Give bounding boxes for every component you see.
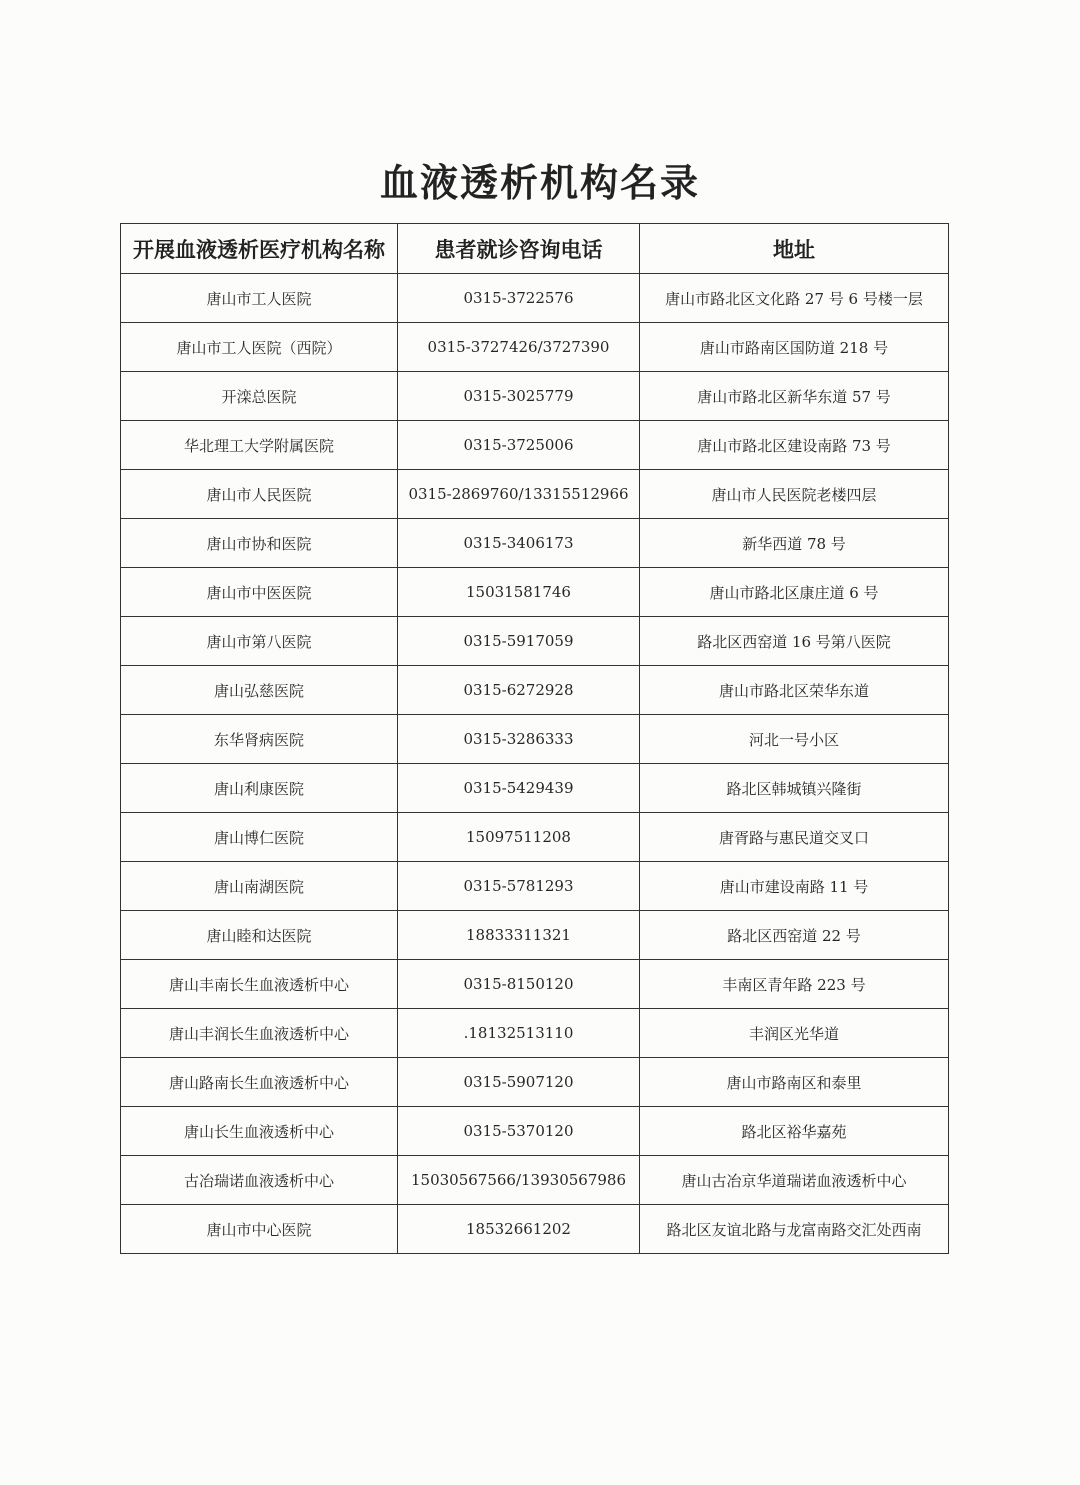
institution-name-cell: 唐山长生血液透析中心 bbox=[121, 1107, 398, 1156]
address-cell: 路北区友谊北路与龙富南路交汇处西南 bbox=[640, 1205, 949, 1254]
address-cell: 唐山市路北区新华东道 57 号 bbox=[640, 372, 949, 421]
phone-cell: 0315-3725006 bbox=[398, 421, 640, 470]
table-row bbox=[121, 960, 949, 1009]
header-phone: 患者就诊咨询电话 bbox=[398, 224, 640, 274]
header-address: 地址 bbox=[640, 224, 949, 274]
address-cell: 唐山市人民医院老楼四层 bbox=[640, 470, 949, 519]
phone-cell: 0315-3286333 bbox=[398, 715, 640, 764]
table-row bbox=[121, 519, 949, 568]
institution-name-cell: 古冶瑞诺血液透析中心 bbox=[121, 1156, 398, 1205]
page-title: 血液透析机构名录 bbox=[379, 160, 700, 205]
address-cell: 河北一号小区 bbox=[640, 715, 949, 764]
phone-cell: 0315-8150120 bbox=[398, 960, 640, 1009]
phone-cell: 18833311321 bbox=[398, 911, 640, 960]
address-cell: 唐山市路北区文化路 27 号 6 号楼一层 bbox=[640, 274, 949, 323]
institution-name-cell: 开滦总医院 bbox=[121, 372, 398, 421]
institution-name-cell: 华北理工大学附属医院 bbox=[121, 421, 398, 470]
table-row bbox=[121, 1009, 949, 1058]
phone-cell: 0315-5429439 bbox=[398, 764, 640, 813]
institution-name-cell: 唐山市第八医院 bbox=[121, 617, 398, 666]
institution-name-cell: 唐山市人民医院 bbox=[121, 470, 398, 519]
phone-cell: 0315-5907120 bbox=[398, 1058, 640, 1107]
institution-name-cell: 唐山丰南长生血液透析中心 bbox=[121, 960, 398, 1009]
phone-cell: 0315-3025779 bbox=[398, 372, 640, 421]
table-row bbox=[121, 1107, 949, 1156]
address-cell: 路北区西窑道 16 号第八医院 bbox=[640, 617, 949, 666]
address-cell: 新华西道 78 号 bbox=[640, 519, 949, 568]
table-row bbox=[121, 862, 949, 911]
table-row bbox=[121, 421, 949, 470]
institution-name-cell: 唐山南湖医院 bbox=[121, 862, 398, 911]
phone-cell: 0315-5781293 bbox=[398, 862, 640, 911]
table-row bbox=[121, 715, 949, 764]
institution-name-cell: 唐山市中心医院 bbox=[121, 1205, 398, 1254]
institution-name-cell: 唐山丰润长生血液透析中心 bbox=[121, 1009, 398, 1058]
table-row bbox=[121, 372, 949, 421]
phone-cell: 15031581746 bbox=[398, 568, 640, 617]
institution-name-cell: 东华肾病医院 bbox=[121, 715, 398, 764]
address-cell: 丰润区光华道 bbox=[640, 1009, 949, 1058]
institution-name-cell: 唐山市协和医院 bbox=[121, 519, 398, 568]
phone-cell: 15097511208 bbox=[398, 813, 640, 862]
table-row bbox=[121, 1205, 949, 1254]
institution-name-cell: 唐山博仁医院 bbox=[121, 813, 398, 862]
table-row bbox=[121, 617, 949, 666]
table-row bbox=[121, 568, 949, 617]
institution-name-cell: 唐山利康医院 bbox=[121, 764, 398, 813]
phone-cell: 0315-3722576 bbox=[398, 274, 640, 323]
table-header-row bbox=[121, 224, 949, 274]
institution-name-cell: 唐山睦和达医院 bbox=[121, 911, 398, 960]
phone-cell: 0315-5370120 bbox=[398, 1107, 640, 1156]
table-row bbox=[121, 813, 949, 862]
table-row bbox=[121, 666, 949, 715]
institution-name-cell: 唐山弘慈医院 bbox=[121, 666, 398, 715]
table-body bbox=[121, 274, 949, 1254]
table-row bbox=[121, 1058, 949, 1107]
address-cell: 唐山市路北区荣华东道 bbox=[640, 666, 949, 715]
address-cell: 唐山市路南区国防道 218 号 bbox=[640, 323, 949, 372]
institution-name-cell: 唐山市中医医院 bbox=[121, 568, 398, 617]
address-cell: 唐山市建设南路 11 号 bbox=[640, 862, 949, 911]
address-cell: 路北区西窑道 22 号 bbox=[640, 911, 949, 960]
phone-cell: 18532661202 bbox=[398, 1205, 640, 1254]
table-row bbox=[121, 911, 949, 960]
phone-cell: 15030567566/13930567986 bbox=[398, 1156, 640, 1205]
institution-name-cell: 唐山市工人医院 bbox=[121, 274, 398, 323]
phone-cell: 0315-3727426/3727390 bbox=[398, 323, 640, 372]
address-cell: 唐胥路与惠民道交叉口 bbox=[640, 813, 949, 862]
address-cell: 唐山市路北区建设南路 73 号 bbox=[640, 421, 949, 470]
phone-cell: 0315-3406173 bbox=[398, 519, 640, 568]
address-cell: 唐山市路北区康庄道 6 号 bbox=[640, 568, 949, 617]
table-row bbox=[121, 764, 949, 813]
institution-name-cell: 唐山市工人医院（西院） bbox=[121, 323, 398, 372]
address-cell: 唐山古冶京华道瑞诺血液透析中心 bbox=[640, 1156, 949, 1205]
phone-cell: .18132513110 bbox=[398, 1009, 640, 1058]
phone-cell: 0315-2869760/13315512966 bbox=[398, 470, 640, 519]
address-cell: 路北区韩城镇兴隆街 bbox=[640, 764, 949, 813]
table-row bbox=[121, 323, 949, 372]
institution-name-cell: 唐山路南长生血液透析中心 bbox=[121, 1058, 398, 1107]
phone-cell: 0315-5917059 bbox=[398, 617, 640, 666]
table-row bbox=[121, 274, 949, 323]
table-row bbox=[121, 470, 949, 519]
address-cell: 唐山市路南区和泰里 bbox=[640, 1058, 949, 1107]
phone-cell: 0315-6272928 bbox=[398, 666, 640, 715]
address-cell: 丰南区青年路 223 号 bbox=[640, 960, 949, 1009]
address-cell: 路北区裕华嘉苑 bbox=[640, 1107, 949, 1156]
dialysis-directory-table bbox=[120, 223, 949, 1254]
header-institution-name: 开展血液透析医疗机构名称 bbox=[121, 224, 398, 274]
table-row bbox=[121, 1156, 949, 1205]
